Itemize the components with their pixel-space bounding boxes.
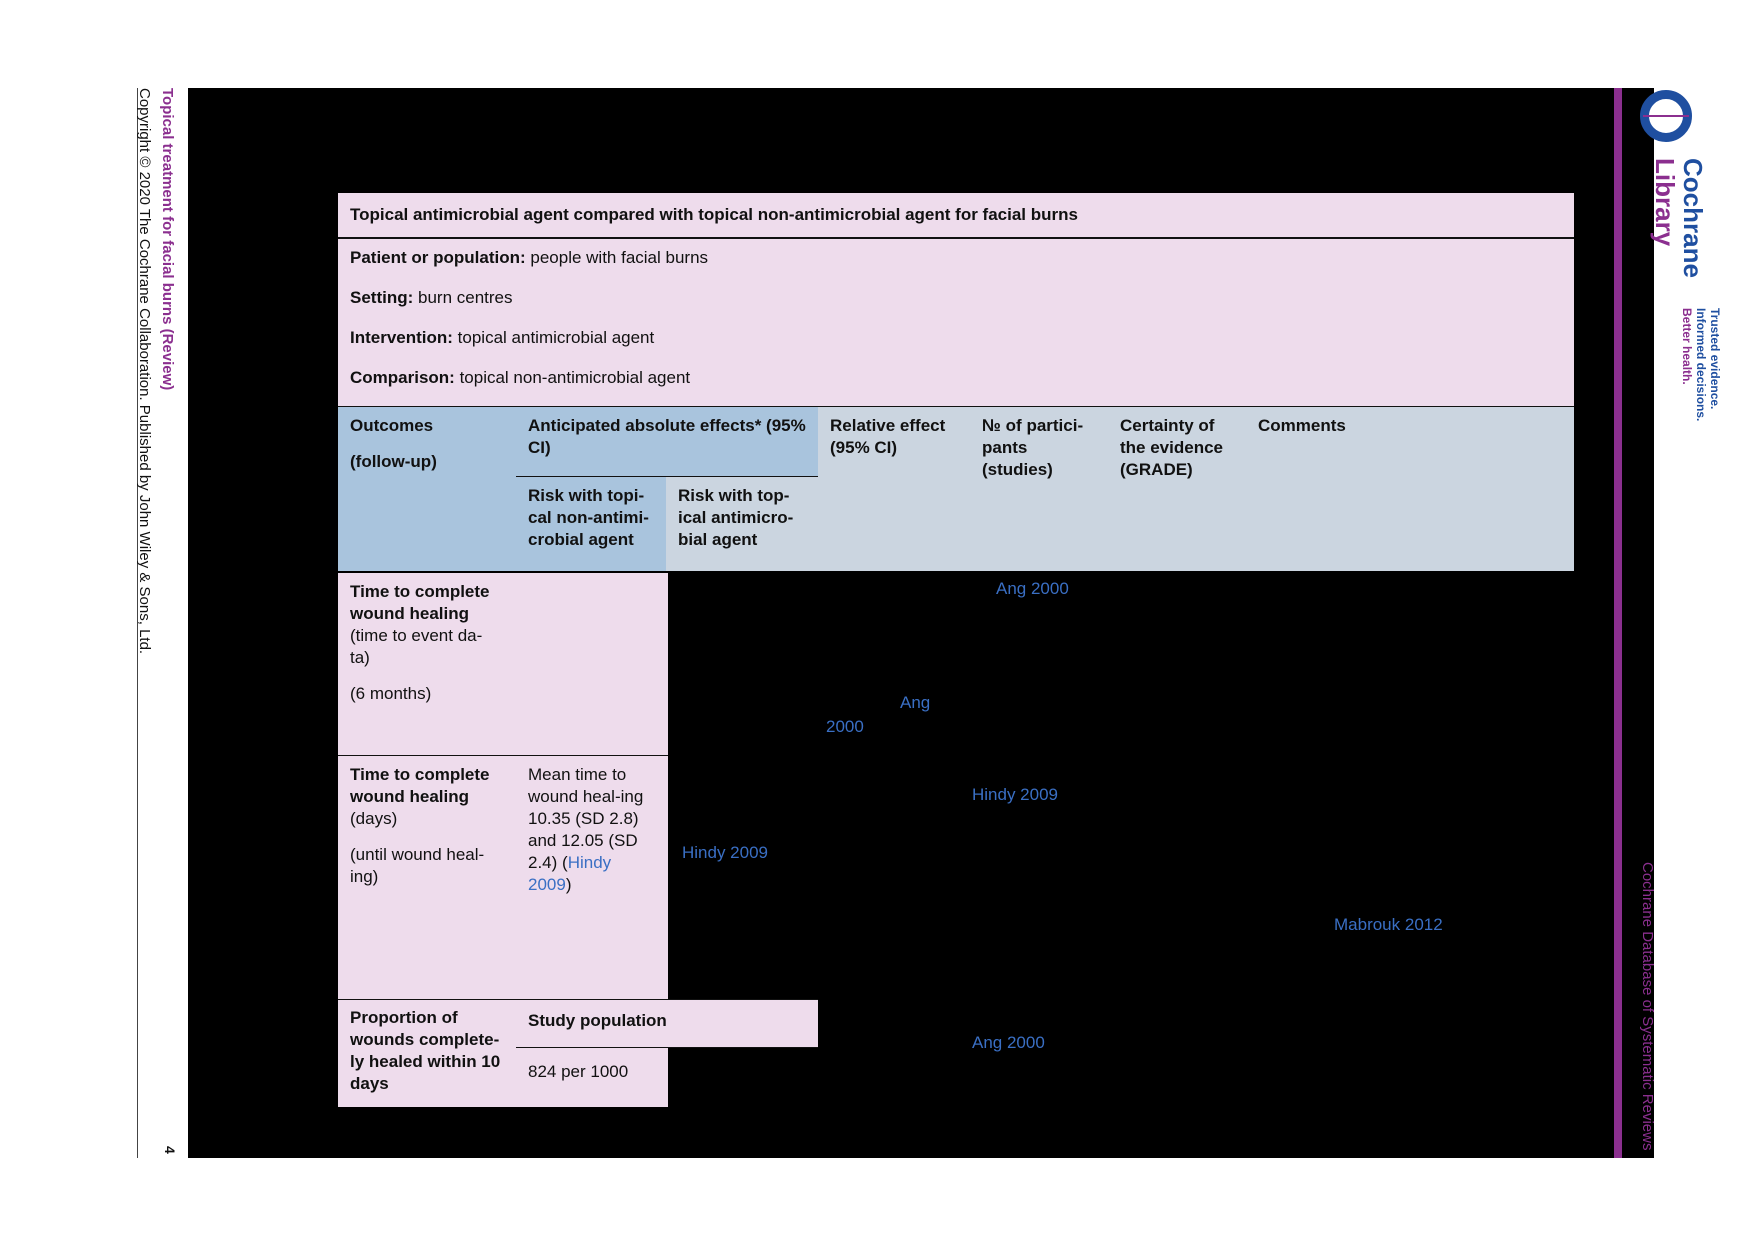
setting-label: Setting: — [350, 288, 414, 307]
study-link[interactable]: Ang 2000 — [972, 1033, 1045, 1052]
outcome-title: Proportion of wounds complete-ly healed within 10 days — [350, 1008, 501, 1093]
risk-control-text-end: ) — [565, 875, 572, 894]
tagline-2: Informed decisions. — [1694, 308, 1708, 422]
header-followup-label: (follow-up) — [350, 452, 437, 471]
tagline-3: Better health. — [1680, 308, 1694, 385]
comparison-value: topical non-antimicrobial agent — [454, 368, 691, 387]
cochrane-logo-icon[interactable] — [1640, 90, 1692, 142]
study-link[interactable]: Ang 2000 — [996, 579, 1069, 598]
header-risk-intervention: Risk with top-ical antimicro-bial agent — [678, 486, 794, 549]
study-link[interactable]: Ang — [900, 693, 931, 712]
population-block — [338, 239, 1574, 407]
header-outcomes-label: Outcomes — [350, 416, 434, 435]
study-link[interactable]: Mabrouk 2012 — [1334, 915, 1443, 934]
comparison-label: Comparison: — [350, 368, 455, 387]
population-label: Patient or population: — [350, 248, 526, 267]
table-row — [338, 755, 668, 999]
logo-text-cochrane: Cochrane — [1678, 158, 1708, 278]
risk-control-text: Mean time to wound heal-ing 10.35 (SD 2.8) and 12.05 (SD 2.4) ( — [528, 765, 644, 872]
outcome-followup: (until wound heal-ing) — [350, 845, 485, 886]
tagline-1: Trusted evidence. — [1708, 308, 1722, 410]
risk-control-value: 824 per 1000 — [528, 1062, 629, 1081]
review-title[interactable]: Topical treatment for facial burns (Review) — [159, 88, 176, 391]
study-link[interactable]: Hindy 2009 — [972, 785, 1059, 804]
population-value: people with facial burns — [525, 248, 709, 267]
logo-text-library: Library — [1650, 158, 1680, 247]
page-number: 4 — [162, 1146, 178, 1154]
summary-of-findings-table — [338, 193, 1574, 1111]
intervention-label: Intervention: — [350, 328, 453, 347]
outcome-followup: (6 months) — [350, 684, 432, 703]
table-body — [338, 571, 1574, 1111]
study-link[interactable]: 2000 — [826, 717, 864, 736]
table-title: Topical antimicrobial agent compared with topical non-antimicrobial agent for facial burns — [338, 193, 1574, 239]
study-link[interactable]: Hindy 2009 — [682, 843, 769, 862]
setting-value: burn centres — [413, 288, 513, 307]
header-comments: Comments — [1258, 416, 1346, 435]
brand-strip — [1614, 88, 1622, 1158]
table-header — [338, 407, 1574, 571]
study-link[interactable]: Hindy 2009 — [528, 853, 612, 894]
header-anticipated: Anticipated absolute effects* (95% CI) — [516, 407, 818, 477]
outcome-title: Time to complete wound healing — [350, 582, 490, 623]
header-risk-control: Risk with topi-cal non-antimi-crobial agent — [516, 477, 666, 571]
header-relative-effect: Relative effect (95% CI) — [830, 416, 946, 457]
study-population-label: Study population — [528, 1011, 667, 1030]
copyright-notice: Copyright © 2020 The Cochrane Collaboration. Published by John Wiley & Sons, Ltd. — [136, 88, 153, 655]
row-divider — [516, 1047, 818, 1048]
outcome-title: Time to complete wound healing — [350, 765, 490, 806]
table-row — [338, 571, 668, 755]
header-certainty: Certainty of the evidence (GRADE) — [1120, 416, 1223, 479]
intervention-value: topical antimicrobial agent — [452, 328, 655, 347]
outcome-detail: (time to event da-ta) — [350, 626, 483, 667]
database-name: Cochrane Database of Systematic Reviews — [1639, 862, 1656, 1151]
header-outcomes — [338, 407, 516, 571]
outcome-detail: (days) — [350, 809, 398, 828]
header-participants: № of partici-pants (studies) — [982, 416, 1084, 479]
